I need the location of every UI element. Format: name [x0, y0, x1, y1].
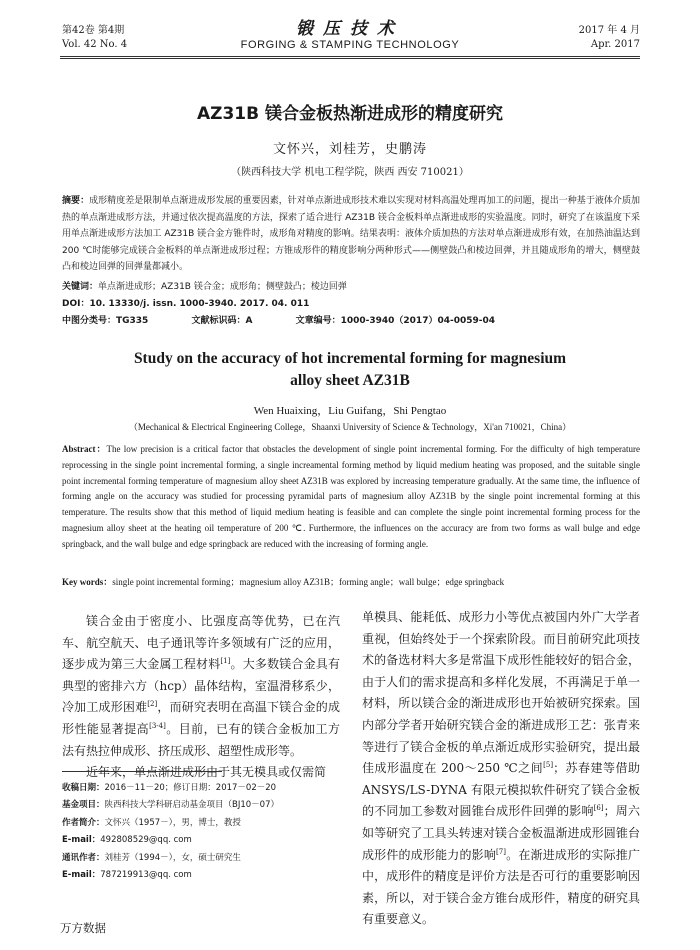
abstract-en-label: Abstract： — [62, 444, 107, 454]
footnote-text: 陕西科技大学科研启动基金项目（BJ10－07） — [104, 800, 279, 811]
footnote-rule — [62, 771, 222, 772]
abstract-en — [62, 442, 640, 553]
classification-line — [62, 313, 640, 330]
article-number: 文章编号：1000-3940（2017）04-0059-04 — [295, 316, 496, 326]
date-en: Apr. 2017 — [590, 39, 640, 50]
keywords-en-text: single point incremental forming；magnesium alloy AZ31B；forming angle；wall bulge；edge springback — [112, 577, 505, 587]
body-text: 镁合金由于密度小、比强度高等优势，已在汽车、航空航天、电子通讯等许多领域有广泛的应用，逐步成为第三大金属工程材料 — [62, 614, 340, 672]
body-paragraph — [62, 611, 340, 762]
abstract-cn-text: 成形精度差是限制单点渐进成形发展的重要因素，针对单点渐进成形技术难以实现对材料高温处理再加工的问题，提出一种基于液体介质加热的单点渐进成形方法，并通过依次提高温度的方法，探索了适合进行 AZ31B 镁合金板料单点渐进成形的实验温度。同时，研究了在该温度下采用单点渐进成形方法加工 AZ31B 镁合金方锥件时，成形角对精度的影响。结果表明：液体介质加热的方法对单点渐进成形有效，在加热油温达到 200 ℃时能够完成镁合金板料的单点渐进成形过程；方锥成形件的精度影响分两种形式——侧壁鼓凸和棱边回弹，并且随成形角的增大，侧壁鼓凸和棱边回弹的回弹量都减小。 — [62, 196, 640, 272]
citation: [7] — [496, 847, 506, 856]
footnote-text: 2016－11－20；修订日期：2017－02－20 — [104, 783, 277, 793]
document-code: 文献标识码：A — [191, 316, 253, 326]
citation: [3-4] — [149, 721, 166, 730]
header-rule-double — [60, 58, 640, 59]
keywords-en-label: Key words： — [62, 577, 113, 587]
body-text: ；苏春建等借助 ANSYS/LS-DYNA 有限元模拟软件研究了镁合金板的不同加工参数对圆锥台成形件回弹的影响 — [362, 761, 640, 819]
journal-name-cn: 锻压技术 — [296, 19, 404, 39]
citation: [2] — [147, 700, 158, 709]
citation: [6] — [593, 804, 604, 813]
body-text: ；周六如等研究了工具头转速对镁合金板温渐进成形圆锥台成形件的成形能力的影响 — [362, 804, 640, 862]
paper-title-en — [0, 348, 700, 392]
paper-title-cn: AZ31B 镁合金板热渐进成形的精度研究 — [196, 104, 504, 124]
footnote-label: 通讯作者： — [62, 852, 105, 863]
keywords-en — [62, 574, 640, 591]
body-paragraph: 近年来，单点渐进成形由于其无模具或仅需简 — [86, 765, 327, 780]
authors-en: Wen Huaixing，Liu Guifang，Shi Pengtao — [253, 405, 447, 417]
journal-date — [579, 24, 640, 52]
footnote-label: 收稿日期： — [62, 783, 105, 793]
citation: [5] — [543, 761, 554, 770]
affiliation-cn: （陕西科技大学 机电工程学院，陕西 西安 710021） — [231, 167, 469, 178]
footnote-label: E-mail： — [62, 835, 101, 846]
abstract-cn — [62, 193, 640, 276]
footnote-text: 刘桂芳（1994－），女，硕士研究生 — [104, 852, 241, 863]
footnote-label: 作者简介： — [62, 817, 105, 828]
keywords-cn — [62, 279, 640, 296]
clc-number: 中图分类号：TG335 — [62, 316, 149, 326]
body-text: ，而研究表明在高温下镁合金的成形性能显著提高 — [62, 700, 340, 736]
volume-cn: 第42卷 第4期 — [62, 25, 125, 36]
body-column-right — [362, 607, 640, 931]
footnote-text: 787219913@qq. com — [100, 870, 192, 881]
footnote-received — [62, 780, 342, 797]
body-text: 。大多数镁合金具有典型的密排六方（hcp）晶体结构，室温滑移系少，冷加工成形困难 — [62, 657, 340, 715]
footnote-text: 文怀兴（1957－），男，博士，教授 — [104, 817, 241, 828]
abstract-cn-label: 摘要： — [62, 196, 90, 206]
affiliation-en: （Mechanical & Electrical Engineering College，Shaanxi University of Science & Technology，Xi'an 710021，China） — [128, 422, 572, 432]
body-text: 。目前，已有的镁合金板加工方法有热拉伸成形、挤压成形、超塑性成形等。 — [62, 721, 340, 758]
body-text: 。在渐进成形的实际推广中，成形件的精度是评价方法是否可行的重要影响因素，所以，对于镁合金方锥台成形件，精度的研究具有重要意义。 — [362, 847, 640, 927]
body-column-left — [62, 611, 340, 784]
authors-cn: 文怀兴，刘桂芳，史鹏涛 — [272, 142, 427, 157]
footnote-email-1 — [62, 832, 342, 849]
journal-name-en: FORGING & STAMPING TECHNOLOGY — [240, 39, 460, 51]
abstract-en-text: The low precision is a critical factor that obstacles the development of single point incremental forming. For the difficulty of high temperature reprocessing in the single point incremental forming, a single increamental forming method by liquid medium heating was proposed, and the suitable single point incremental forming temperature of magnesium alloy sheet AZ31B was explored by increasing temperature gradually. At the same time, the influence of forming angle on the accuracy was studied for processing pyramidal parts of magnesium alloy AZ31B by the single point incremental forming at this temperature. The results show that this method of liquid medium heating is feasible and can complete the single point incremental forming process for the magnesium alloy sheet at the heating oil temperature of 200 ℃. Furthermore, the influences on the accuracy are from two forms as wall bulge and edge springback, and the wall bulge and edge springback are reduced with the increasing of forming angle. — [62, 444, 640, 549]
paper-title-en-line2: alloy sheet AZ31B — [290, 372, 410, 389]
keywords-cn-text: 单点渐进成形；AZ31B 镁合金；成形角；侧壁鼓凸；棱边回弹 — [98, 282, 347, 292]
footnotes — [62, 780, 342, 884]
doi: DOI：10. 13330/j. issn. 1000-3940. 2017. 04. 011 — [62, 299, 310, 309]
footnote-author — [62, 815, 342, 832]
footnote-email-2 — [62, 867, 342, 884]
footnote-corresponding — [62, 850, 342, 867]
footnote-text: 492808529@qq. com — [100, 835, 192, 846]
citation: [1] — [220, 657, 231, 666]
keywords-cn-label: 关键词： — [62, 282, 99, 292]
header-rule — [60, 56, 640, 57]
body-text: 单模具、能耗低、成形力小等优点被国内外广大学者重视，但始终处于一个探索阶段。而目前研究此项技术的备选材料大多是常温下成形性能较好的铝合金，由于人们的需求提高和多样化发展，不再满足于单一材料，所以镁合金的渐进成形也开始被研究探索。国内部分学者开始研究镁合金的渐进成形工艺：张青来等进行了镁合金板的单点渐近成形实验研究，提出最佳成形温度在 200～250 ℃之间 — [362, 610, 640, 776]
volume-en: Vol. 42 No. 4 — [62, 39, 128, 50]
footnote-label: 基金项目： — [62, 800, 105, 811]
body-paragraph — [362, 607, 640, 931]
footnote-fund — [62, 797, 342, 814]
date-cn: 2017 年 4 月 — [578, 25, 640, 36]
wanfang-watermark: 万方数据 — [60, 921, 106, 935]
footnote-label: E-mail： — [62, 870, 101, 881]
paper-title-en-line1: Study on the accuracy of hot incremental forming for magnesium — [133, 350, 567, 367]
